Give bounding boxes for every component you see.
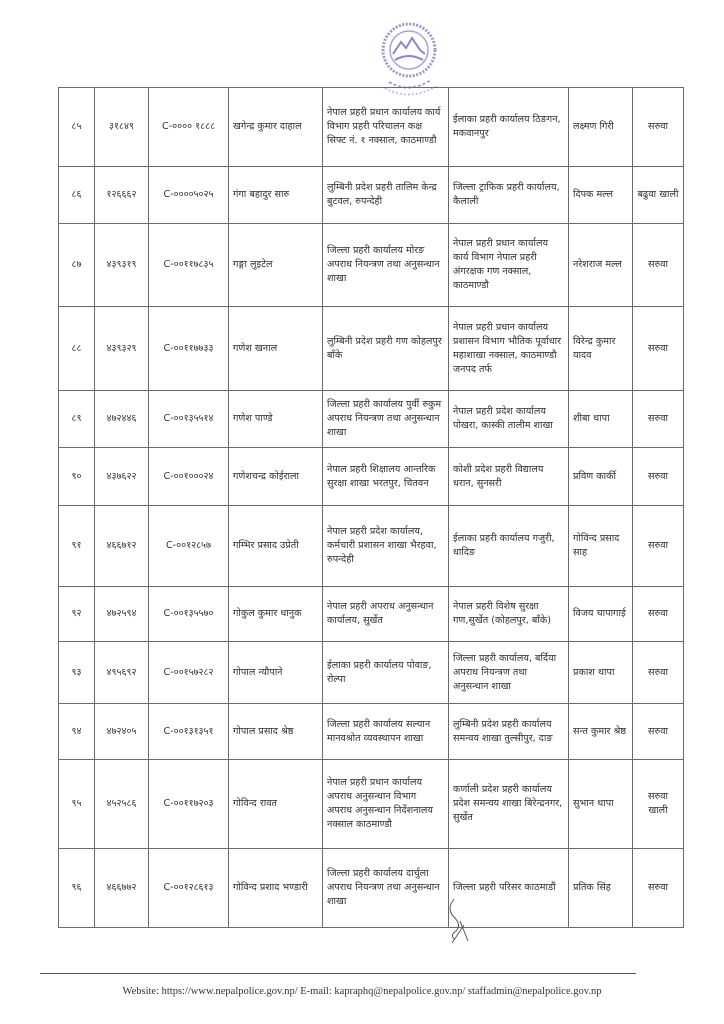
- current-office: नेपाल प्रहरी शिक्षालय आन्तरिक सुरक्षा शाखा भरतपुर, चितवन: [323, 448, 449, 506]
- police-number: ४६६७१२: [95, 506, 149, 587]
- code-id: C-००१३५५७०: [149, 587, 229, 642]
- replacement-name: प्रकाश थापा: [569, 642, 633, 704]
- serial-number: ९३: [59, 642, 95, 704]
- table-row: [59, 642, 684, 704]
- replacement-name: गोविन्द प्रसाद साह: [569, 506, 633, 587]
- employee-name: खगेन्द्र कुमार दाहाल: [229, 88, 323, 167]
- current-office: लुम्बिनी प्रदेश प्रहरी गण कोहलपुर बाँके: [323, 307, 449, 391]
- code-id: C-००१३१३५१: [149, 704, 229, 760]
- employee-name: गोपाल प्रसाद श्रेष्ठ: [229, 704, 323, 760]
- replacement-name: नरेशराज मल्ल: [569, 224, 633, 307]
- table-row: [59, 587, 684, 642]
- transfer-status: सरुवा: [633, 506, 684, 587]
- table-row: [59, 88, 684, 167]
- serial-number: ९१: [59, 506, 95, 587]
- code-id: C-००११७८३५: [149, 224, 229, 307]
- code-id: C-००१०००२४: [149, 448, 229, 506]
- table-row: [59, 448, 684, 506]
- code-id: C-००१५७२८२: [149, 642, 229, 704]
- table-row: [59, 760, 684, 849]
- current-office: ईलाका प्रहरी कार्यालय पोवाङ, रोल्पा: [323, 642, 449, 704]
- current-office: नेपाल प्रहरी प्रदेश कार्यालय, कर्मचारी प्रशासन शाखा भैरहवा, रुपन्देही: [323, 506, 449, 587]
- replacement-name: विरेन्द्र कुमार यादव: [569, 307, 633, 391]
- transfer-status: सरुवा: [633, 448, 684, 506]
- employee-name: गणेश खनाल: [229, 307, 323, 391]
- serial-number: ९४: [59, 704, 95, 760]
- table-row: [59, 506, 684, 587]
- employee-name: गोविन्द प्रशाद भण्डारी: [229, 849, 323, 928]
- transfer-office: नेपाल प्रहरी प्रधान कार्यालय प्रशासन विभाग भौतिक पूर्वाधार महाशाखा नक्साल, काठमाण्डौ जनपद तर्फ: [449, 307, 569, 391]
- transfer-office: नेपाल प्रहरी विशेष सुरक्षा गण,सुर्खेत (कोहलपुर, बाँके): [449, 587, 569, 642]
- serial-number: ८७: [59, 224, 95, 307]
- table-row: [59, 167, 684, 224]
- table-row: [59, 704, 684, 760]
- replacement-name: शीबा थापा: [569, 391, 633, 448]
- serial-number: ९२: [59, 587, 95, 642]
- police-number: ४७२४०५: [95, 704, 149, 760]
- police-number: ४७२४४६: [95, 391, 149, 448]
- transfer-office: ईलाका प्रहरी कार्यालय ठिङगन, मकवानपुर: [449, 88, 569, 167]
- transfer-office: जिल्ला प्रहरी कार्यालय, बर्दिया अपराध नियन्त्रण तथा अनुसन्धान शाखा: [449, 642, 569, 704]
- table-row: [59, 307, 684, 391]
- transfer-office: ईलाका प्रहरी कार्यालय गजुरी, धादिङ: [449, 506, 569, 587]
- current-office: जिल्ला प्रहरी कार्यालय दार्चुला अपराध नियन्त्रण तथा अनुसन्धान शाखा: [323, 849, 449, 928]
- serial-number: ८५: [59, 88, 95, 167]
- current-office: जिल्ला प्रहरी कार्यालय मोरङ अपराध नियन्त्रण तथा अनुसन्धान शाखा: [323, 224, 449, 307]
- police-number: ४३९३२९: [95, 307, 149, 391]
- employee-name: गम्भिर प्रसाद उप्रेती: [229, 506, 323, 587]
- table-row: [59, 224, 684, 307]
- transfer-table: [58, 87, 684, 928]
- footer-contact: Website: https://www.nepalpolice.gov.np/ E-mail: kapraphq@nepalpolice.gov.np/ staffadmin@nepalpolice.gov.np: [122, 986, 602, 997]
- transfer-office: नेपाल प्रहरी प्रधान कार्यालय कार्य विभाग नेपाल प्रहरी अंगरक्षक गण नक्साल, काठमाण्डौ: [449, 224, 569, 307]
- code-id: C-००११७७३३: [149, 307, 229, 391]
- police-number: ४३९३१९: [95, 224, 149, 307]
- police-number: ४५२५८६: [95, 760, 149, 849]
- transfer-status: सरुवा: [633, 849, 684, 928]
- replacement-name: सुभान थापा: [569, 760, 633, 849]
- transfer-status: सरुवा: [633, 642, 684, 704]
- replacement-name: लक्ष्मण गिरी: [569, 88, 633, 167]
- replacement-name: प्रविण कार्की: [569, 448, 633, 506]
- transfer-status: सरुवा: [633, 224, 684, 307]
- serial-number: ९५: [59, 760, 95, 849]
- code-id: C-००१३५५१४: [149, 391, 229, 448]
- current-office: नेपाल प्रहरी अपराध अनुसन्धान कार्यालय, सुर्खेत: [323, 587, 449, 642]
- police-number: ४६६७७२: [95, 849, 149, 928]
- replacement-name: दिपक मल्ल: [569, 167, 633, 224]
- serial-number: ८८: [59, 307, 95, 391]
- transfer-status: सरुवा खाली: [633, 760, 684, 849]
- employee-name: गोविन्द रावत: [229, 760, 323, 849]
- code-id: C-०००० १८८८: [149, 88, 229, 167]
- government-seal: [375, 18, 443, 98]
- transfer-office: जिल्ला प्रहरी परिसर काठमाडौं: [449, 849, 569, 928]
- transfer-status: सरुवा: [633, 307, 684, 391]
- serial-number: ९६: [59, 849, 95, 928]
- transfer-status: बढुवा खाली: [633, 167, 684, 224]
- transfer-office: कर्णाली प्रदेश प्रहरी कार्यालय प्रदेश समन्वय शाखा बिरेन्द्रनगर, सुर्खेत: [449, 760, 569, 849]
- transfer-status: सरुवा: [633, 704, 684, 760]
- footer-divider: [40, 973, 636, 974]
- employee-name: गणेशचन्द्र कोईराला: [229, 448, 323, 506]
- replacement-name: सन्त कुमार श्रेष्ठ: [569, 704, 633, 760]
- code-id: C-००००५०२५: [149, 167, 229, 224]
- transfer-office: जिल्ला ट्राफिक प्रहरी कार्यालय, कैलाली: [449, 167, 569, 224]
- current-office: लुम्बिनी प्रदेश प्रहरी तालिम केन्द्र बुटवल, रुपन्देही: [323, 167, 449, 224]
- employee-name: गंगा बहादुर सारु: [229, 167, 323, 224]
- serial-number: ८६: [59, 167, 95, 224]
- code-id: C-००११७२०३: [149, 760, 229, 849]
- police-number: ३१८४९: [95, 88, 149, 167]
- code-id: C-००१२८६१३: [149, 849, 229, 928]
- serial-number: ८९: [59, 391, 95, 448]
- transfer-office: कोशी प्रदेश प्रहरी विद्यालय धरान, सुनसरी: [449, 448, 569, 506]
- transfer-office: नेपाल प्रहरी प्रदेश कार्यालय पोखरा, कास्की तालीम शाखा: [449, 391, 569, 448]
- serial-number: ९०: [59, 448, 95, 506]
- employee-name: गोकुल कुमार धानुक: [229, 587, 323, 642]
- current-office: नेपाल प्रहरी प्रधान कार्यालय कार्य विभाग प्रहरी परिचालन कक्ष सिफ्ट नं. १ नक्साल, काठमाण्डौ: [323, 88, 449, 167]
- transfer-status: सरुवा: [633, 391, 684, 448]
- current-office: जिल्ला प्रहरी कार्यालय सल्यान मानवश्रोत व्यवस्थापन शाखा: [323, 704, 449, 760]
- police-number: १२६६६२: [95, 167, 149, 224]
- signature: [440, 895, 480, 945]
- employee-name: गङ्गा लुइटेल: [229, 224, 323, 307]
- transfer-status: सरुवा: [633, 587, 684, 642]
- current-office: जिल्ला प्रहरी कार्यालय पुर्वी रुकुम अपराध नियन्त्रण तथा अनुसन्धान शाखा: [323, 391, 449, 448]
- replacement-name: विजय चापागाई: [569, 587, 633, 642]
- code-id: C-००१२८५७: [149, 506, 229, 587]
- employee-name: गणेश पाण्डे: [229, 391, 323, 448]
- replacement-name: प्रतिक सिंह: [569, 849, 633, 928]
- employee-name: गोपाल न्यौपाने: [229, 642, 323, 704]
- current-office: नेपाल प्रहरी प्रधान कार्यालय अपराध अनुसन्धान विभाग अपराध अनुसन्धान निर्देशनालय नक्साल काठमाण्डौ: [323, 760, 449, 849]
- table-row: [59, 849, 684, 928]
- transfer-status: सरुवा: [633, 88, 684, 167]
- police-number: ४७२५९४: [95, 587, 149, 642]
- police-number: ४३७६२२: [95, 448, 149, 506]
- table-row: [59, 391, 684, 448]
- police-number: ४९५६९२: [95, 642, 149, 704]
- transfer-office: लुम्बिनी प्रदेश प्रहरी कार्यालय समन्वय शाखा तुल्सीपुर, दाङ: [449, 704, 569, 760]
